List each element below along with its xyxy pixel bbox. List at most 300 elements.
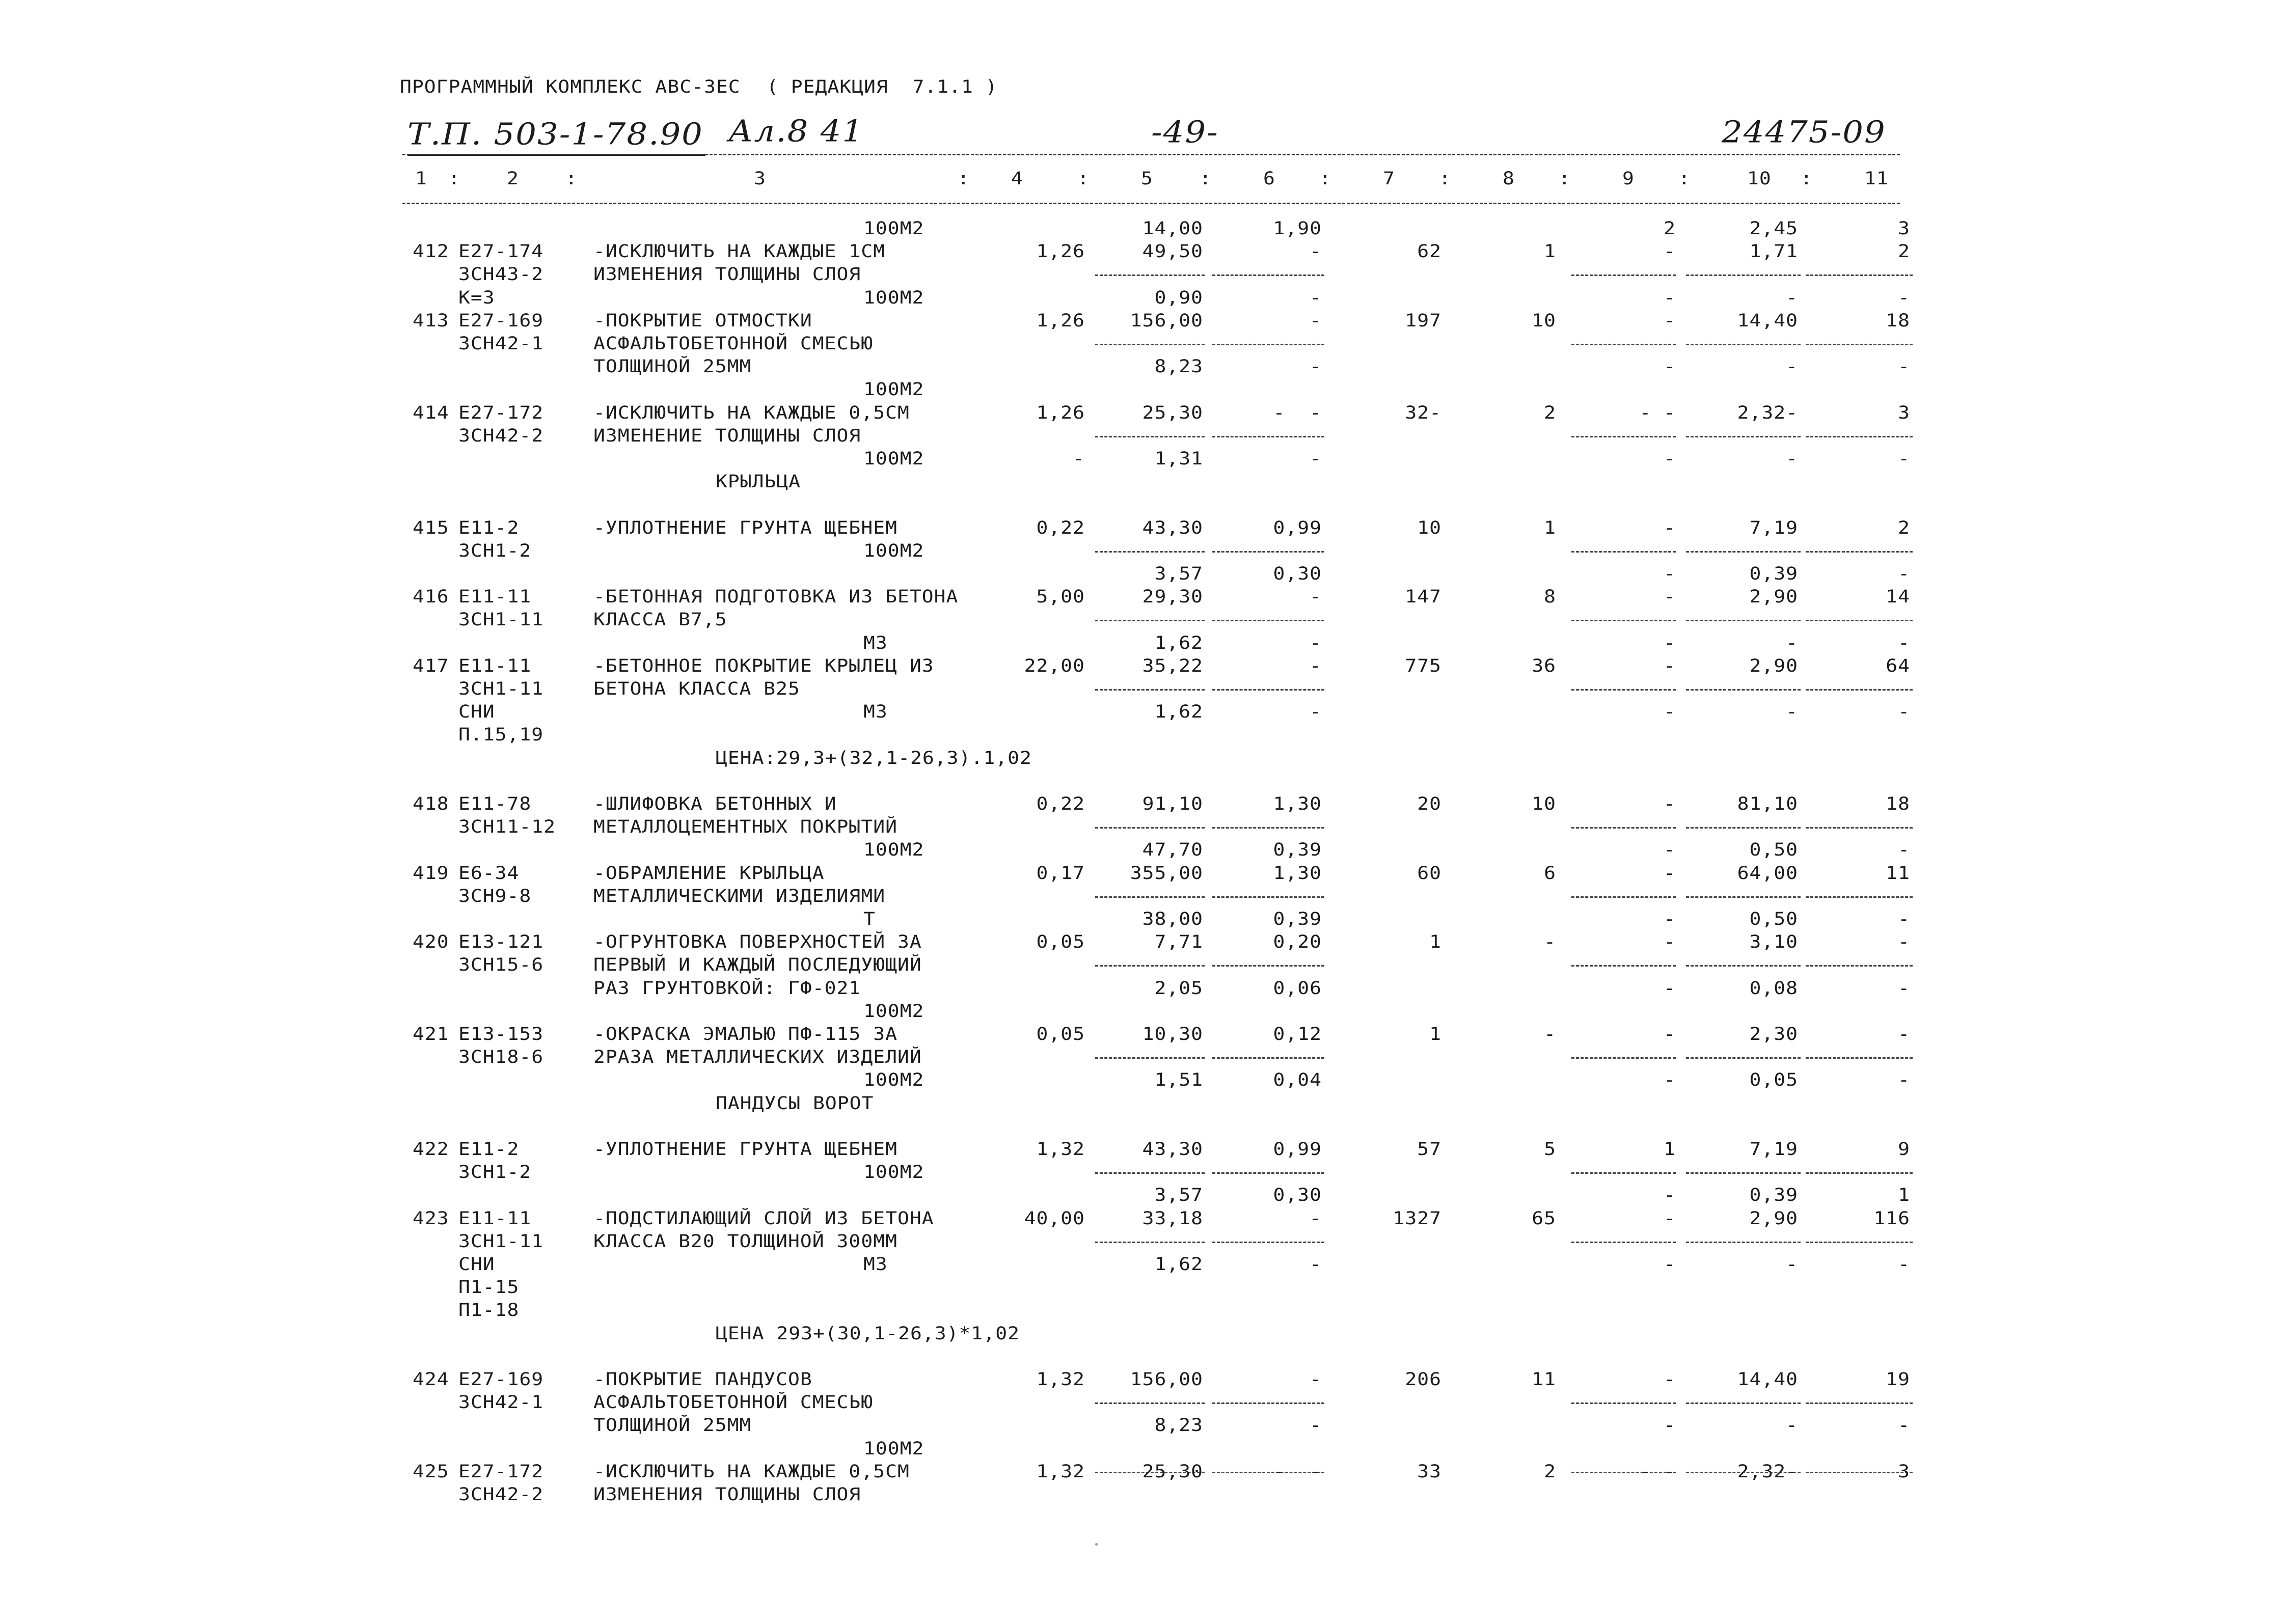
unit-price: 2,05 [1154,977,1203,999]
subtotal-rule [1571,344,1676,345]
machine-wages: - [1664,655,1676,676]
machine-wages: - [1664,701,1676,722]
subtotal-rule [1686,551,1801,553]
quantity: - [1073,448,1085,469]
unit-of-measure: 100М2 [863,379,924,400]
column-separator: : [1678,168,1691,189]
subtotal-rule [1806,1057,1913,1059]
total-cost: 10 [1417,517,1441,538]
unit-of-measure: 100М2 [863,1438,924,1459]
price-part: 0,12 [1273,1024,1322,1044]
subtotal-rule [1686,827,1801,829]
column-header-4: 4 [1011,168,1023,189]
section-caption: КРЫЛЬЦА [716,471,801,492]
machine-wages: - [1664,1207,1676,1229]
unit-price: 25,30 [1142,402,1203,423]
row-number: 418 [413,793,449,814]
work-description: ТОЛЩИНОЙ 25ММ [593,1415,752,1436]
labor-cost: 1,71 [1749,241,1798,262]
subtotal-rule [1095,1242,1205,1243]
price-part: 1,30 [1273,793,1322,814]
column-separator: : [448,168,460,189]
unit-price: 43,30 [1142,517,1203,538]
subtotal-rule [1686,274,1801,276]
column-header-7: 7 [1383,168,1395,189]
subtotal-rule [1212,1242,1324,1243]
work-description: -ИСКЛЮЧИТЬ НА КАЖДЫЕ 0,5СМ [593,402,910,423]
subtotal-rule [1212,827,1324,829]
rate-code: ЗСН1-2 [458,1162,532,1182]
wages-total: 10 [1532,793,1556,814]
wages-total: 10 [1532,310,1556,331]
unit-price: 47,70 [1142,839,1203,860]
row-number: 419 [413,862,449,884]
total-cost: 32- [1405,402,1441,423]
machine-wages: - [1664,862,1676,884]
work-description: РАЗ ГРУНТОВКОЙ: ГФ-021 [593,977,861,999]
rate-code: СНИ [458,701,495,722]
unit-price: 33,18 [1142,1207,1203,1229]
machine-wages: - [1664,241,1676,262]
quantity: 5,00 [1036,586,1085,607]
row-number: 423 [413,1207,449,1229]
subtotal-rule [1686,1172,1801,1174]
subtotal-rule [1806,896,1913,898]
labor-total: - [1898,287,1910,308]
subtotal-rule [1095,896,1205,898]
subtotal-rule [1806,274,1913,276]
subtotal-rule [1212,436,1324,437]
rate-code: ЗСН1-11 [458,678,544,699]
subtotal-rule [1212,344,1324,345]
subtotal-rule [1095,344,1205,345]
machine-wages: - [1664,1369,1676,1390]
subtotal-rule [1212,689,1324,691]
unit-price: 7,71 [1154,931,1203,952]
unit-of-measure: 100М2 [863,1162,924,1182]
subtotal-rule [1212,896,1324,898]
rate-code: ЗСН18-6 [458,1047,544,1067]
unit-price: 14,00 [1142,218,1203,239]
total-cost: 206 [1405,1369,1441,1390]
subtotal-rule [1212,1402,1324,1404]
unit-of-measure: 100М2 [863,1069,924,1090]
unit-price: 1,31 [1154,448,1203,469]
machine-wages: - [1664,909,1676,929]
column-separator: : [958,168,970,189]
machine-wages: - [1664,287,1676,308]
subtotal-rule [1686,689,1801,691]
rate-code: Е27-174 [458,241,544,262]
column-separator: : [565,168,578,189]
price-part: 0,39 [1273,839,1322,860]
labor-cost: 14,40 [1737,310,1798,331]
subtotal-rule [1571,896,1676,898]
labor-cost: 3,10 [1749,931,1798,952]
labor-cost: 2,90 [1749,655,1798,676]
unit-of-measure: 100М2 [863,540,924,561]
machine-wages: - - [1639,1461,1676,1482]
subtotal-rule [1686,1057,1801,1059]
rate-code: ЗСН43-2 [458,264,544,285]
unit-of-measure: 100М2 [863,287,924,308]
total-cost: 62 [1417,241,1441,262]
unit-price: 355,00 [1130,862,1203,884]
unit-of-measure: М3 [863,1254,888,1275]
labor-cost: 2,90 [1749,586,1798,607]
machine-wages: - [1664,632,1676,653]
unit-of-measure: М3 [863,632,888,653]
price-part: 0,06 [1273,977,1322,999]
price-part: - [1310,655,1322,676]
subtotal-rule [1571,689,1676,691]
labor-cost: 7,19 [1749,517,1798,538]
price-part: - [1310,310,1322,331]
work-description: БЕТОНА КЛАССА В25 [593,678,800,699]
unit-price: 91,10 [1142,793,1203,814]
subtotal-rule [1095,965,1205,967]
labor-total: - [1898,839,1910,860]
column-separator: : [1559,168,1571,189]
work-description: -ИСКЛЮЧИТЬ НА КАЖДЫЕ 0,5СМ [593,1461,910,1482]
subtotal-rule [1095,1057,1205,1059]
machine-wages: - [1664,839,1676,860]
unit-of-measure: 100М2 [863,218,924,239]
labor-total: 18 [1886,793,1910,814]
rate-code: Е27-172 [458,402,544,423]
work-description: АСФАЛЬТОБЕТОННОЙ СМЕСЬЮ [593,1392,874,1413]
machine-wages: - [1664,1415,1676,1436]
labor-cost: 0,50 [1749,909,1798,929]
row-number: 412 [413,241,449,262]
subtotal-rule [1571,965,1676,967]
labor-cost: - [1786,701,1798,722]
rate-code: ЗСН42-2 [458,1484,544,1505]
quantity: 0,05 [1036,931,1085,952]
section-caption: ЦЕНА:29,3+(32,1-26,3).1,02 [716,747,1032,768]
total-cost: 775 [1405,655,1441,676]
unit-of-measure: Т [863,909,876,929]
column-header-5: 5 [1141,168,1153,189]
labor-total: - [1898,1254,1910,1275]
labor-total: - [1898,1069,1910,1090]
subtotal-rule [1686,896,1801,898]
rate-code: К=3 [458,287,495,308]
work-description: КЛАССА В20 ТОЛЩИНОЙ 300ММ [593,1230,897,1252]
quantity: 1,26 [1036,402,1085,423]
price-part: - [1310,448,1322,469]
subtotal-rule [1806,1402,1913,1404]
subtotal-rule [1686,965,1801,967]
machine-wages: - [1664,448,1676,469]
machine-wages: 2 [1664,218,1676,239]
column-separator: : [1439,168,1451,189]
row-number: 417 [413,655,449,676]
subtotal-rule [1095,620,1205,621]
unit-price: 1,62 [1154,701,1203,722]
column-header-3: 3 [754,168,766,189]
quantity: 22,00 [1024,655,1085,676]
machine-wages: - [1664,1185,1676,1205]
wages-total: - [1544,931,1556,952]
rate-code: ЗСН42-2 [458,425,544,446]
header-top-rule [402,154,1900,155]
unit-price: 1,62 [1154,1254,1203,1275]
price-part: - [1310,586,1322,607]
labor-total: 11 [1886,862,1910,884]
quantity: 40,00 [1024,1207,1085,1229]
rate-code: ЗСН1-11 [458,1230,544,1252]
row-number: 416 [413,586,449,607]
column-header-8: 8 [1503,168,1515,189]
doc-number: 24475-09 [1722,115,1886,150]
work-description: -БЕТОННОЕ ПОКРЫТИЕ КРЫЛЕЦ ИЗ [593,655,934,676]
machine-wages: - [1664,310,1676,331]
labor-cost: 2,30 [1749,1024,1798,1044]
unit-price: 49,50 [1142,241,1203,262]
subtotal-rule [1571,1242,1676,1243]
subtotal-rule [1095,1172,1205,1174]
rate-code: Е27-169 [458,310,544,331]
unit-price: 1,51 [1154,1069,1203,1090]
labor-total: 18 [1886,310,1910,331]
total-cost: 33 [1417,1461,1441,1482]
rate-code: Е6-34 [458,862,520,884]
rate-code: Е11-2 [458,1139,520,1160]
total-cost: 60 [1417,862,1441,884]
wages-total: 8 [1544,586,1556,607]
wages-total: 2 [1544,402,1556,423]
machine-wages: - [1664,517,1676,538]
column-separator: : [1801,168,1813,189]
total-cost: 57 [1417,1139,1441,1160]
subtotal-rule [1571,620,1676,621]
row-number: 422 [413,1139,449,1160]
wages-total: 6 [1544,862,1556,884]
work-description: ПЕРВЫЙ И КАЖДЫЙ ПОСЛЕДУЮЩИЙ [593,954,922,975]
column-header-1: 1 [415,168,427,189]
subtotal-rule [1212,274,1324,276]
rate-code: П1-15 [458,1277,520,1298]
total-cost: 147 [1405,586,1441,607]
program-edition: ( РЕДАКЦИЯ 7.1.1 ) [767,76,998,97]
header-bottom-rule [402,203,1900,204]
unit-price: 8,23 [1154,356,1203,377]
labor-cost: 2,45 [1749,218,1798,239]
column-header-11: 11 [1864,168,1889,189]
unit-price: 3,57 [1154,1185,1203,1205]
subtotal-rule [1806,551,1913,553]
subtotal-rule [1806,436,1913,437]
unit-price: 38,00 [1142,909,1203,929]
labor-total: 19 [1886,1369,1910,1390]
subtotal-rule [1571,1402,1676,1404]
subtotal-rule [1571,436,1676,437]
labor-cost: - [1786,356,1798,377]
wages-total: 1 [1544,517,1556,538]
program-title: ПРОГРАММНЫЙ КОМПЛЕКС АВС-ЗЕС [400,76,741,97]
subtotal-rule [1571,551,1676,553]
subtotal-rule [1212,1172,1324,1174]
labor-total: - [1898,977,1910,999]
price-part: - [1310,1369,1322,1390]
column-header-6: 6 [1263,168,1275,189]
rate-code: Е11-11 [458,1207,532,1229]
work-description: -ОКРАСКА ЭМАЛЬЮ ПФ-115 ЗА [593,1024,897,1044]
labor-total: 3 [1898,218,1910,239]
album-ref: Ал.8 41 [728,114,864,149]
labor-cost: 14,40 [1737,1369,1798,1390]
work-description: ИЗМЕНЕНИЯ ТОЛЩИНЫ СЛОЯ [593,1484,861,1505]
subtotal-rule [1095,689,1205,691]
unit-of-measure: 100М2 [863,1000,924,1022]
total-cost: 1327 [1393,1207,1441,1229]
page-number: -49- [1151,115,1219,150]
labor-cost: 2,32- [1737,402,1798,423]
price-part: 0,30 [1273,563,1322,584]
rate-code: Е11-11 [458,655,532,676]
labor-cost: - [1786,1254,1798,1275]
subtotal-rule [1571,1172,1676,1174]
subtotal-rule [1806,827,1913,829]
unit-of-measure: 100М2 [863,839,924,860]
wages-total: - [1544,1024,1556,1044]
machine-wages: - - [1639,402,1676,423]
price-part: 0,04 [1273,1069,1322,1090]
labor-cost: - [1786,632,1798,653]
subtotal-rule [1806,620,1913,621]
price-part: 0,99 [1273,517,1322,538]
rate-code: Е11-2 [458,517,520,538]
subtotal-rule [1095,436,1205,437]
wages-total: 36 [1532,655,1556,676]
labor-cost: - [1786,287,1798,308]
rate-code: Е13-121 [458,931,544,952]
row-number: 420 [413,931,449,952]
price-part: 0,30 [1273,1185,1322,1205]
total-cost: 20 [1417,793,1441,814]
subtotal-rule [1806,1242,1913,1243]
subtotal-rule [1571,827,1676,829]
subtotal-rule [1095,1402,1205,1404]
labor-cost: 81,10 [1737,793,1798,814]
work-description: -УПЛОТНЕНИЕ ГРУНТА ЩЕБНЕМ [593,517,897,538]
wages-total: 1 [1544,241,1556,262]
column-separator: : [1200,168,1212,189]
work-description: -ПОКРЫТИЕ ПАНДУСОВ [593,1369,812,1390]
subtotal-rule [1212,965,1324,967]
quantity: 1,26 [1036,310,1085,331]
work-description: -ОГРУНТОВКА ПОВЕРХНОСТЕЙ ЗА [593,931,922,952]
rate-code: ЗСН42-1 [458,1392,544,1413]
price-part: 1,30 [1273,862,1322,884]
machine-wages: - [1664,356,1676,377]
quantity: 0,05 [1036,1024,1085,1044]
labor-total: - [1898,1024,1910,1044]
quantity: 1,32 [1036,1369,1085,1390]
labor-total: 116 [1873,1207,1910,1229]
column-header-2: 2 [507,168,519,189]
labor-cost: - [1786,1415,1798,1436]
rate-code: Е27-172 [458,1461,544,1482]
unit-price: 43,30 [1142,1139,1203,1160]
work-description: -БЕТОННАЯ ПОДГОТОВКА ИЗ БЕТОНА [593,586,959,607]
subtotal-rule [1686,620,1801,621]
labor-cost: 2,32- [1737,1461,1798,1482]
work-description: КЛАССА В7,5 [593,609,727,630]
subtotal-rule [1686,436,1801,437]
rate-code: П.15,19 [458,724,544,745]
labor-cost: 0,50 [1749,839,1798,860]
work-description: -ИСКЛЮЧИТЬ НА КАЖДЫЕ 1СМ [593,241,886,262]
labor-cost: 0,05 [1749,1069,1798,1090]
subtotal-rule [1806,965,1913,967]
section-caption: ЦЕНА 293+(30,1-26,3)*1,02 [716,1323,1020,1344]
subtotal-rule [1686,1242,1801,1243]
machine-wages: - [1664,586,1676,607]
unit-price: 29,30 [1142,586,1203,607]
machine-wages: 1 [1664,1139,1676,1160]
rate-code: ЗСН1-11 [458,609,544,630]
machine-wages: - [1664,793,1676,814]
machine-wages: - [1664,1069,1676,1090]
work-description: -ШЛИФОВКА БЕТОННЫХ И [593,793,837,814]
quantity: 0,22 [1036,793,1085,814]
subtotal-rule [1571,274,1676,276]
row-number: 414 [413,402,449,423]
quantity: 0,22 [1036,517,1085,538]
price-part: - [1310,1207,1322,1229]
labor-total: - [1898,448,1910,469]
unit-price: 10,30 [1142,1024,1203,1044]
rate-code: ЗСН1-2 [458,540,532,561]
subtotal-rule [1686,1402,1801,1404]
machine-wages: - [1664,931,1676,952]
work-description: -ПОДСТИЛАЮЩИЙ СЛОЙ ИЗ БЕТОНА [593,1207,934,1229]
labor-total: 64 [1886,655,1910,676]
labor-cost: 2,90 [1749,1207,1798,1229]
price-part: - [1310,287,1322,308]
price-part: - [1310,1254,1322,1275]
row-number: 425 [413,1461,449,1482]
quantity: 1,32 [1036,1139,1085,1160]
column-separator: : [1319,168,1331,189]
labor-total: - [1898,931,1910,952]
subtotal-rule [1212,1057,1324,1059]
machine-wages: - [1664,977,1676,999]
labor-total: 9 [1898,1139,1910,1160]
rate-code: П1-18 [458,1300,520,1320]
labor-total: 2 [1898,517,1910,538]
total-cost: 1 [1429,1024,1441,1044]
price-part: - [1310,632,1322,653]
work-description: -УПЛОТНЕНИЕ ГРУНТА ЩЕБНЕМ [593,1139,897,1160]
doc-code: Т.П. 503-1-78.90 [407,117,703,152]
work-description: МЕТАЛЛИЧЕСКИМИ ИЗДЕЛИЯМИ [593,885,886,906]
work-description: -ОБРАМЛЕНИЕ КРЫЛЬЦА [593,862,825,884]
row-number: 413 [413,310,449,331]
labor-total: 1 [1898,1185,1910,1205]
price-part: 1,90 [1273,218,1322,239]
rate-code: ЗСН15-6 [458,954,544,975]
column-header-9: 9 [1622,168,1635,189]
price-part: - - [1273,1461,1322,1482]
rate-code: СНИ [458,1254,495,1275]
unit-price: 25,30 [1142,1461,1203,1482]
wages-total: 5 [1544,1139,1556,1160]
row-number: 415 [413,517,449,538]
labor-total: 2 [1898,241,1910,262]
